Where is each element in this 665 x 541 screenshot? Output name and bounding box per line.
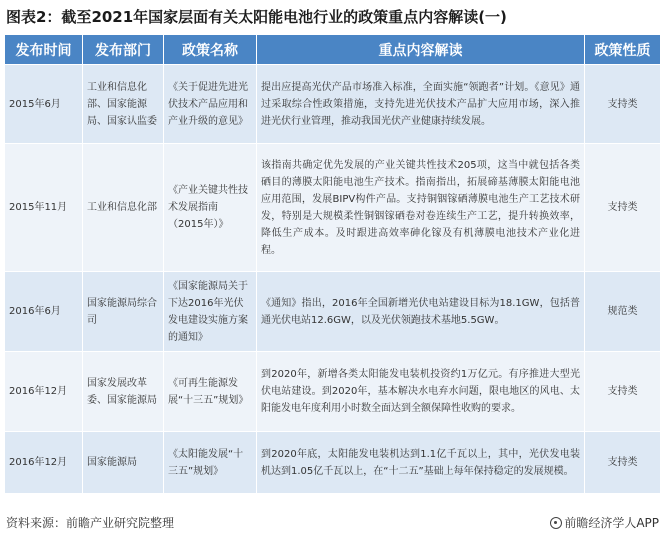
policy-table (4, 34, 661, 494)
column-header-date: 发布时间 (5, 35, 83, 65)
cell-date: 2016年6月 (5, 272, 83, 352)
column-header-nature: 政策性质 (585, 35, 661, 65)
cell-content: 到2020年，新增各类太阳能发电装机投资约1万亿元。有序推进大型光伏电站建设。到2020年，基本解决水电弃水问题，限电地区的风电、太阳能发电年度利用小时数全面达到全额保障性收购的要求。 (257, 352, 585, 432)
table-header-row (5, 35, 661, 65)
cell-nature: 支持类 (585, 432, 661, 494)
brand-credit (550, 514, 659, 531)
table-row (5, 272, 661, 352)
table-row (5, 432, 661, 494)
brand-logo-icon (550, 517, 562, 529)
cell-dept: 工业和信息化部、国家能源局、国家认监委 (83, 65, 164, 144)
cell-date: 2016年12月 (5, 352, 83, 432)
table-row (5, 144, 661, 272)
page-title: 图表2：截至2021年国家层面有关太阳能电池行业的政策重点内容解读(一) (6, 8, 507, 26)
cell-nature: 支持类 (585, 144, 661, 272)
cell-date: 2015年6月 (5, 65, 83, 144)
cell-content: 提出应提高光伏产品市场准入标准，全面实施“领跑者”计划。《意见》通过采取综合性政策措施，支持先进光伏技术产品扩大应用市场，深入推进光伏行业管理，推动我国光伏产业健康持续发展。 (257, 65, 585, 144)
cell-nature: 支持类 (585, 65, 661, 144)
cell-date: 2015年11月 (5, 144, 83, 272)
cell-nature: 规范类 (585, 272, 661, 352)
cell-dept: 国家能源局综合司 (83, 272, 164, 352)
cell-content: 到2020年底，太阳能发电装机达到1.1亿千瓦以上，其中，光伏发电装机达到1.05亿千瓦以上，在“十二五”基础上每年保持稳定的发展规模。 (257, 432, 585, 494)
cell-policy-name: 《太阳能发展“十三五”规划》 (164, 432, 257, 494)
column-header-content: 重点内容解读 (257, 35, 585, 65)
cell-content: 该指南共确定优先发展的产业关键共性技术205项，这当中就包括各类硒目的薄膜太阳能电池生产技术。指南指出，拓展碲基薄膜太阳能电池应用范围，发展BIPV构件产品。支持铜铟镓硒薄膜电池生产工艺技术研发，特别是大规模柔性铜铟镓硒卷对卷连续生产工艺，提升转换效率，降低生产成本。及时跟进高效率砷化镓及有机薄膜电池技术产业化进程。 (257, 144, 585, 272)
cell-policy-name: 《产业关键共性技术发展指南（2015年）》 (164, 144, 257, 272)
table-row (5, 65, 661, 144)
table-row (5, 352, 661, 432)
cell-dept: 国家能源局 (83, 432, 164, 494)
source-note: 资料来源：前瞻产业研究院整理 (6, 516, 175, 530)
cell-policy-name: 《关于促进先进光伏技术产品应用和产业升级的意见》 (164, 65, 257, 144)
cell-dept: 国家发展改革委、国家能源局 (83, 352, 164, 432)
cell-policy-name: 《可再生能源发展“十三五”规划》 (164, 352, 257, 432)
cell-content: 《通知》指出，2016年全国新增光伏电站建设目标为18.1GW，包括普通光伏电站12.6GW，以及光伏领跑技术基地5.5GW。 (257, 272, 585, 352)
cell-date: 2016年12月 (5, 432, 83, 494)
cell-dept: 工业和信息化部 (83, 144, 164, 272)
brand-text: 前瞻经济学人APP (564, 516, 659, 530)
column-header-name: 政策名称 (164, 35, 257, 65)
cell-policy-name: 《国家能源局关于下达2016年光伏发电建设实施方案的通知》 (164, 272, 257, 352)
column-header-dept: 发布部门 (83, 35, 164, 65)
cell-nature: 支持类 (585, 352, 661, 432)
